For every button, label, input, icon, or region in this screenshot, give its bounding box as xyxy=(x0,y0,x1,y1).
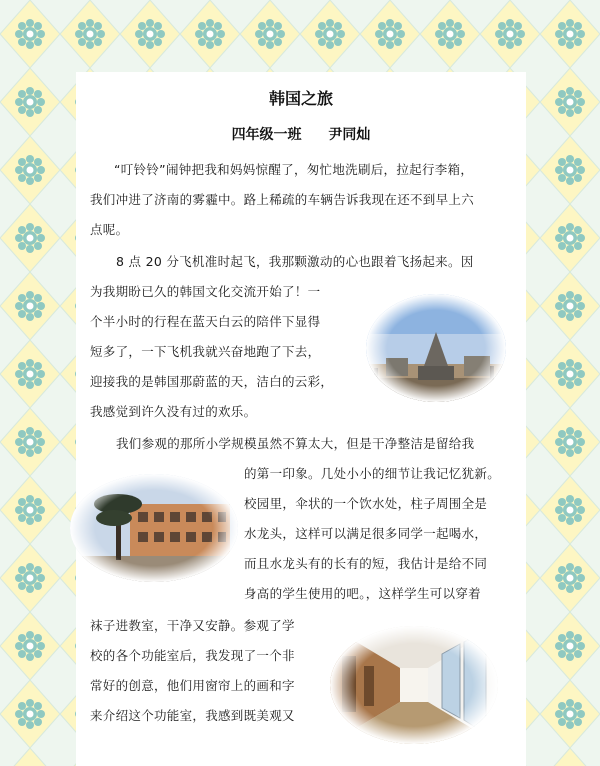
text-line: 而且水龙头有的长有的短，我估计是给不同 xyxy=(244,556,488,571)
author-byline: 四年级一班 尹同灿 xyxy=(231,127,371,143)
document-page xyxy=(76,72,526,766)
text-line: 校的各个功能室后，我发现了一个非 xyxy=(90,648,295,663)
text-line: 8 点 20 分飞机准时起飞，我那颗激动的心也跟着飞扬起来。因 xyxy=(116,254,474,269)
document-title: 韩国之旅 xyxy=(268,89,333,108)
text-line: 身高的学生使用的吧。，这样学生可以穿着 xyxy=(244,586,481,601)
text-line: 我们冲进了济南的雾霾中。路上稀疏的车辆告诉我现在还不到早上六 xyxy=(90,192,475,207)
text-line: 的第一印象。几处小小的细节让我记忆犹新。 xyxy=(244,466,501,481)
monument-photo xyxy=(366,294,506,402)
text-line: 个半小时的行程在蓝天白云的陪伴下显得 xyxy=(90,314,321,329)
hallway-photo xyxy=(330,626,498,744)
text-line: 我们参观的那所小学规模虽然不算太大，但是干净整洁是留给我 xyxy=(116,436,475,451)
text-line: 校园里，伞状的一个饮水处，柱子周围全是 xyxy=(244,496,488,511)
text-line: 来介绍这个功能室，我感到既美观又 xyxy=(90,708,295,723)
school-building-photo xyxy=(70,474,238,582)
text-line: 点呢。 xyxy=(90,222,129,237)
text-line: 常好的创意，他们用窗帘上的画和字 xyxy=(90,678,295,693)
text-line: 迎接我的是韩国那蔚蓝的天，洁白的云彩， xyxy=(90,374,334,389)
text-line: 袜子进教室，干净又安静。参观了学 xyxy=(90,618,295,633)
text-line: 为我期盼已久的韩国文化交流开始了！一 xyxy=(90,284,321,299)
text-line: 短多了，一下飞机我就兴奋地跑了下去， xyxy=(90,344,321,359)
text-line: “叮铃铃”闹钟把我和妈妈惊醒了，匆忙地洗刷后，拉起行李箱， xyxy=(114,162,474,177)
text-line: 水龙头，这样可以满足很多同学一起喝水， xyxy=(244,526,488,541)
text-line: 我感觉到许久没有过的欢乐。 xyxy=(90,404,257,419)
